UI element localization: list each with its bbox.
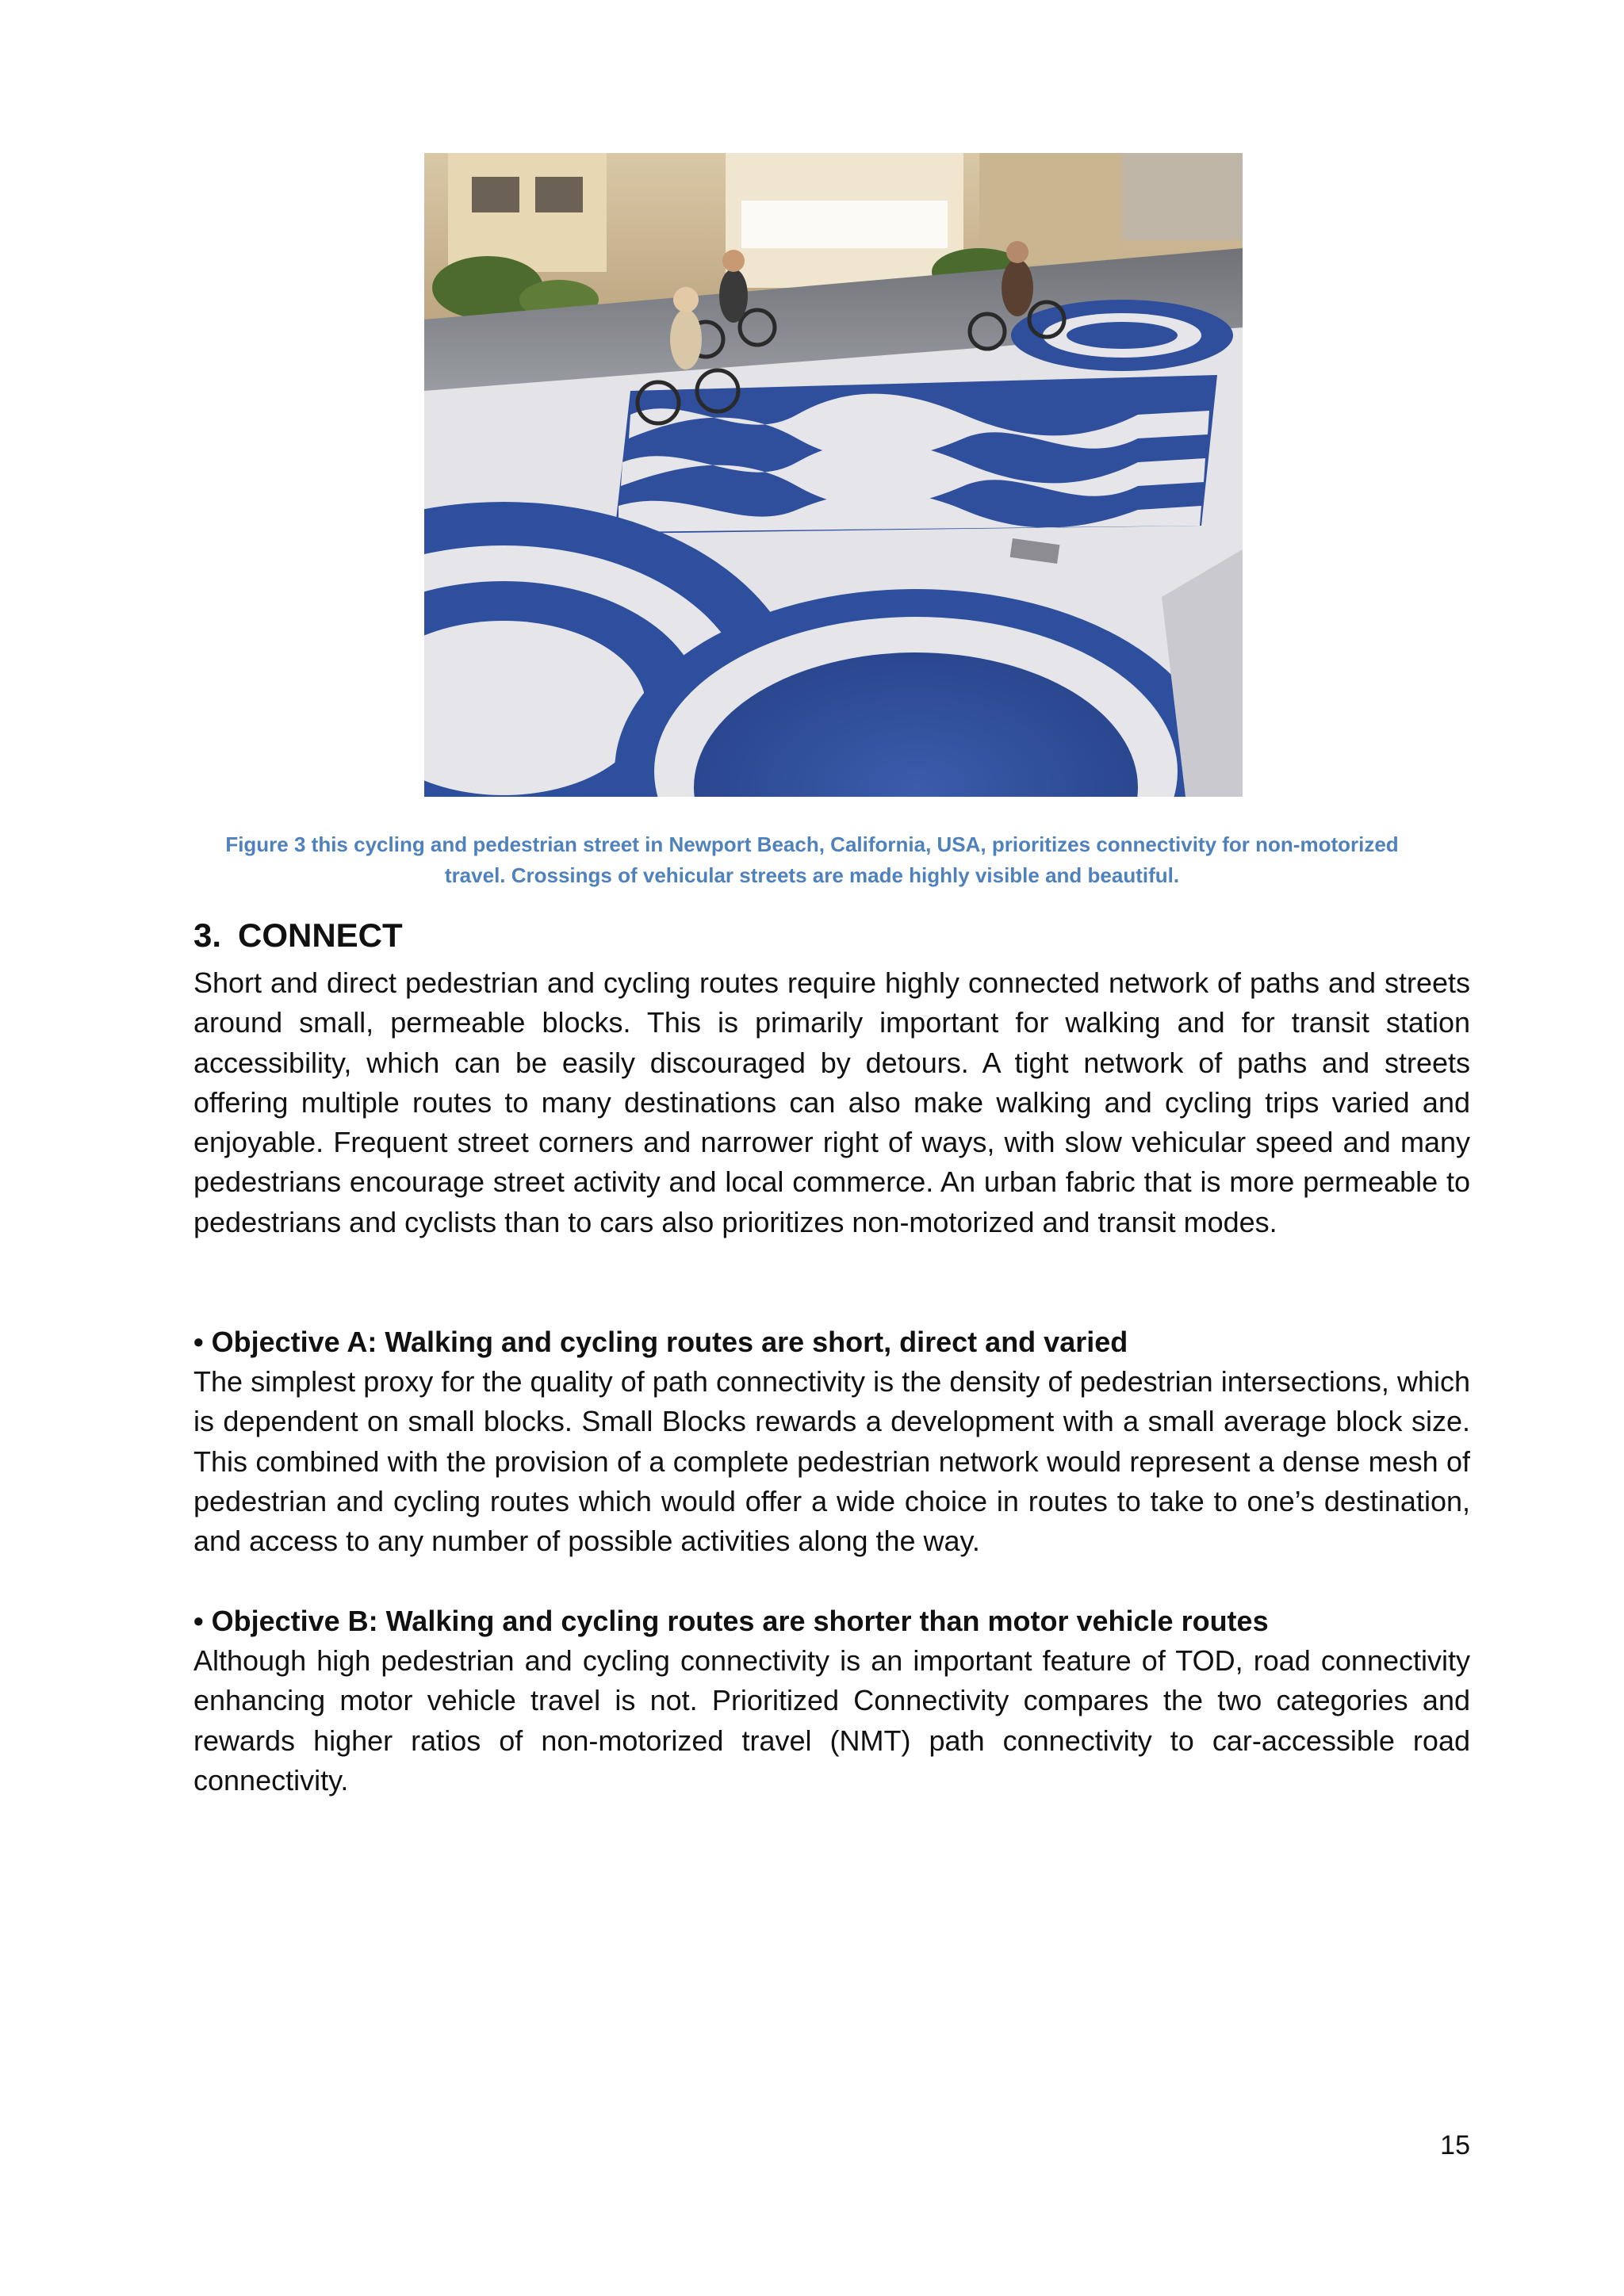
objective-a-heading: • Objective A: Walking and cycling routes are short, direct and varied — [193, 1326, 1128, 1358]
caption-line-1: Figure 3 this cycling and pedestrian street in Newport Beach, California, USA, prioritizes connectivity for non-motorized — [225, 832, 1399, 856]
section-heading — [193, 916, 403, 955]
section-title: CONNECT — [238, 916, 403, 954]
figure-caption — [190, 829, 1434, 891]
street-photo-illustration — [424, 153, 1243, 797]
caption-line-2: travel. Crossings of vehicular streets are made highly visible and beautiful. — [444, 863, 1180, 887]
objective-a-body: The simplest proxy for the quality of path connectivity is the density of pedestrian intersections, which is dependent on small blocks. Small Blocks rewards a development with a small average block size. This combined with the provision of a complete pedestrian network would represent a dense mesh of pedestrian and cycling routes which would offer a wide choice in routes to take to one’s destination, and access to any number of possible activities along the way. — [193, 1365, 1470, 1558]
figure-photo — [424, 153, 1243, 797]
section-number: 3. — [193, 916, 222, 954]
objective-b-body: Although high pedestrian and cycling connectivity is an important feature of TOD, road connectivity enhancing motor vehicle travel is not. Prioritized Connectivity compares the two categories and rewards higher ratios of non-motorized travel (NMT) path connectivity to car-accessible road connectivity. — [193, 1644, 1470, 1797]
objective-b-heading: • Objective B: Walking and cycling routes are shorter than motor vehicle routes — [193, 1605, 1269, 1637]
section-intro-paragraph: Short and direct pedestrian and cycling routes require highly connected network of paths and streets around small, permeable blocks. This is primarily important for walking and for transit station accessibility, which can be easily discouraged by detours. A tight network of paths and streets offering multiple routes to many destinations can also make walking and cycling trips varied and enjoyable. Frequent street corners and narrower right of ways, with slow vehicular speed and many pedestrians encourage street activity and local commerce. An urban fabric that is more permeable to pedestrians and cyclists than to cars also prioritizes non-motorized and transit modes. — [193, 966, 1470, 1238]
page-number: 15 — [1440, 2130, 1470, 2160]
